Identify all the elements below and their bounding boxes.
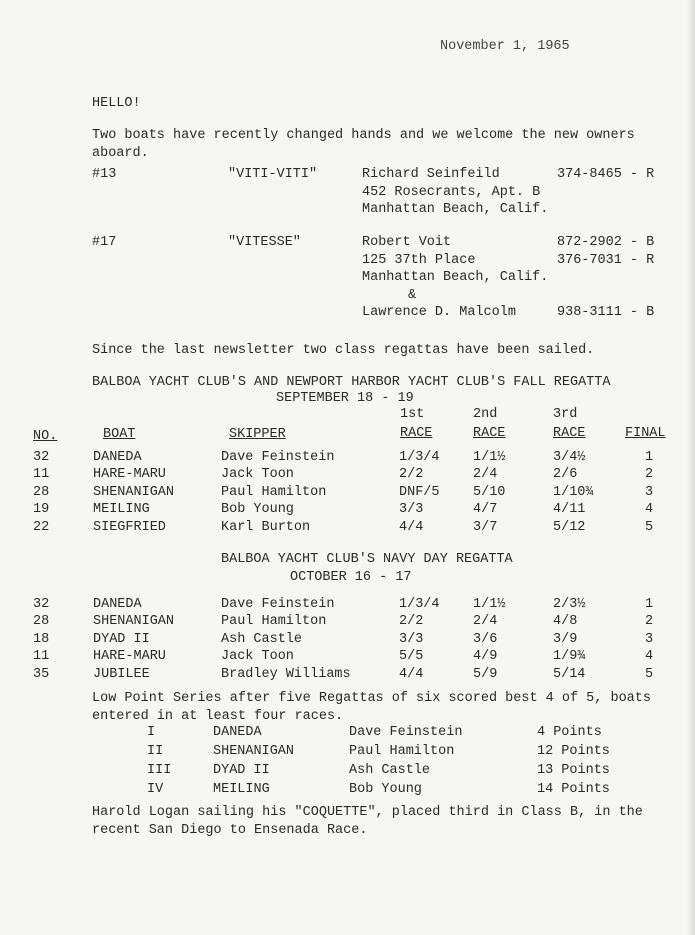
result-skipper: Bob Young	[221, 502, 294, 518]
result-boat: HARE-MARU	[93, 467, 166, 483]
result-boat: DANEDA	[93, 597, 142, 612]
result-final: 5	[645, 519, 654, 535]
result-final: 1	[645, 597, 654, 612]
result-race2: 4/7	[473, 502, 498, 518]
result-skipper: Jack Toon	[221, 649, 294, 665]
result-skipper: Jack Toon	[221, 467, 294, 483]
result-race2: 2/4	[473, 614, 498, 630]
result-boat: JUBILEE	[93, 666, 150, 682]
result-no: 28	[33, 484, 50, 500]
series-rank: III	[147, 763, 172, 778]
series-intro: Low Point Series after five Regattas of six scored best 4 of 5, boats entered in at least four races.	[92, 691, 651, 724]
result-race1: 2/2	[399, 614, 424, 630]
series-rank: IV	[147, 782, 164, 797]
result-final: 5	[645, 666, 654, 682]
result-race3: 3/9	[553, 631, 578, 647]
owner-boat-number: #13	[92, 167, 117, 182]
header-skipper: SKIPPER	[229, 427, 286, 442]
result-no: 11	[33, 649, 50, 665]
result-race1: 2/2	[399, 467, 424, 483]
series-boat: DANEDA	[213, 725, 262, 740]
owner-detail-line: Manhattan Beach, Calif.	[362, 270, 549, 285]
result-race2: 1/1½	[473, 597, 506, 612]
header-boat: BOAT	[103, 427, 136, 442]
series-points: 13 Points	[537, 763, 610, 778]
result-no: 32	[33, 597, 50, 612]
series-points: 14 Points	[537, 782, 610, 797]
series-rank: II	[147, 744, 164, 759]
closing-paragraph: Harold Logan sailing his "COQUETTE", placed third in Class B, in the recent San Diego to Ensenada Race.	[92, 805, 643, 838]
result-race1: 4/4	[399, 666, 424, 682]
result-race3: 5/14	[553, 666, 586, 682]
result-boat: SHENANIGAN	[93, 484, 175, 500]
result-race2: 3/7	[473, 519, 498, 535]
result-race2: 1/1½	[473, 450, 506, 465]
result-no: 19	[33, 502, 50, 518]
owner-detail-line: Robert Voit	[362, 235, 452, 250]
result-boat: MEILING	[93, 502, 150, 518]
result-race2: 3/6	[473, 631, 498, 647]
series-skipper: Bob Young	[349, 782, 422, 797]
owner-boat-number: #17	[92, 235, 117, 250]
result-race1: 1/3/4	[399, 450, 440, 465]
owner-phone: 374-8465 - R	[557, 167, 655, 182]
series-points: 4 Points	[537, 725, 602, 740]
result-skipper: Dave Feinstein	[221, 597, 335, 612]
result-skipper: Bradley Williams	[221, 666, 351, 682]
result-boat: DANEDA	[93, 450, 142, 465]
result-final: 2	[645, 467, 654, 483]
result-no: 35	[33, 666, 50, 682]
result-race3: 3/4½	[553, 450, 586, 465]
result-race3: 4/8	[553, 614, 578, 630]
result-race1: 5/5	[399, 649, 424, 665]
intro-paragraph: Two boats have recently changed hands and we welcome the new owners aboard.	[92, 128, 635, 161]
result-race1: 4/4	[399, 519, 424, 535]
result-final: 2	[645, 614, 654, 630]
result-boat: HARE-MARU	[93, 649, 166, 665]
result-race2: 4/9	[473, 649, 498, 665]
header-race3-top: 3rd	[553, 407, 578, 422]
result-skipper: Dave Feinstein	[221, 450, 335, 465]
header-race1: RACE	[400, 426, 433, 441]
result-race3: 1/10¾	[553, 484, 594, 500]
owner-phone: 376-7031 - R	[557, 252, 655, 268]
result-no: 22	[33, 519, 50, 535]
result-race1: DNF/5	[399, 484, 440, 500]
result-no: 32	[33, 450, 50, 465]
result-boat: SIEGFRIED	[93, 519, 166, 535]
owner-boat-name: "VITI-VITI"	[228, 167, 318, 182]
series-points: 12 Points	[537, 744, 610, 759]
series-skipper: Ash Castle	[349, 763, 431, 778]
result-boat: DYAD II	[93, 631, 150, 647]
result-skipper: Karl Burton	[221, 519, 311, 535]
regatta1-dates: SEPTEMBER 18 - 19	[276, 391, 414, 406]
header-race2-top: 2nd	[473, 407, 498, 422]
result-final: 4	[645, 649, 654, 665]
series-skipper: Paul Hamilton	[349, 744, 455, 759]
owner-detail-line: 125 37th Place	[362, 252, 476, 268]
result-race3: 1/9¾	[553, 649, 586, 665]
result-final: 4	[645, 502, 654, 518]
result-race2: 5/10	[473, 484, 506, 500]
result-skipper: Ash Castle	[221, 631, 303, 647]
result-race2: 5/9	[473, 666, 498, 682]
series-rank: I	[147, 725, 156, 740]
header-race1-top: 1st	[400, 407, 425, 422]
regatta1-title: BALBOA YACHT CLUB'S AND NEWPORT HARBOR YACHT CLUB'S FALL REGATTA	[92, 375, 611, 390]
owner-boat-name: "VITESSE"	[228, 235, 301, 250]
owner-detail-line: Manhattan Beach, Calif.	[362, 202, 549, 217]
scan-edge-shadow	[687, 0, 695, 935]
result-boat: SHENANIGAN	[93, 614, 175, 630]
result-race1: 3/3	[399, 502, 424, 518]
owner-detail-line: Lawrence D. Malcolm	[362, 305, 516, 320]
header-final: FINAL	[625, 426, 666, 441]
regattas-intro: Since the last newsletter two class regattas have been sailed.	[92, 343, 595, 358]
regatta2-title: BALBOA YACHT CLUB'S NAVY DAY REGATTA	[221, 552, 513, 567]
result-final: 1	[645, 450, 654, 465]
result-race1: 1/3/4	[399, 597, 440, 612]
result-skipper: Paul Hamilton	[221, 614, 327, 630]
series-skipper: Dave Feinstein	[349, 725, 463, 740]
result-race3: 5/12	[553, 519, 586, 535]
series-boat: SHENANIGAN	[213, 744, 295, 759]
owner-detail-line: Richard Seinfeild	[362, 167, 500, 182]
result-race3: 2/6	[553, 467, 578, 483]
header-race2: RACE	[473, 426, 506, 441]
result-final: 3	[645, 631, 654, 647]
result-no: 11	[33, 467, 50, 483]
result-race3: 2/3½	[553, 597, 586, 612]
letter-date: November 1, 1965	[440, 39, 570, 54]
series-boat: MEILING	[213, 782, 270, 797]
result-race2: 2/4	[473, 467, 498, 483]
series-boat: DYAD II	[213, 763, 270, 778]
result-final: 3	[645, 484, 654, 500]
greeting: HELLO!	[92, 96, 141, 111]
regatta2-dates: OCTOBER 16 - 17	[290, 570, 412, 585]
header-no: NO.	[33, 429, 58, 444]
result-no: 28	[33, 614, 50, 630]
result-race3: 4/11	[553, 502, 586, 518]
header-race3: RACE	[553, 426, 586, 441]
owner-detail-line: &	[408, 287, 417, 303]
result-no: 18	[33, 631, 50, 647]
owner-detail-line: 452 Rosecrants, Apt. B	[362, 184, 541, 200]
owner-phone: 872-2902 - B	[557, 235, 655, 250]
owner-phone: 938-3111 - B	[557, 305, 655, 320]
result-skipper: Paul Hamilton	[221, 484, 327, 500]
result-race1: 3/3	[399, 631, 424, 647]
